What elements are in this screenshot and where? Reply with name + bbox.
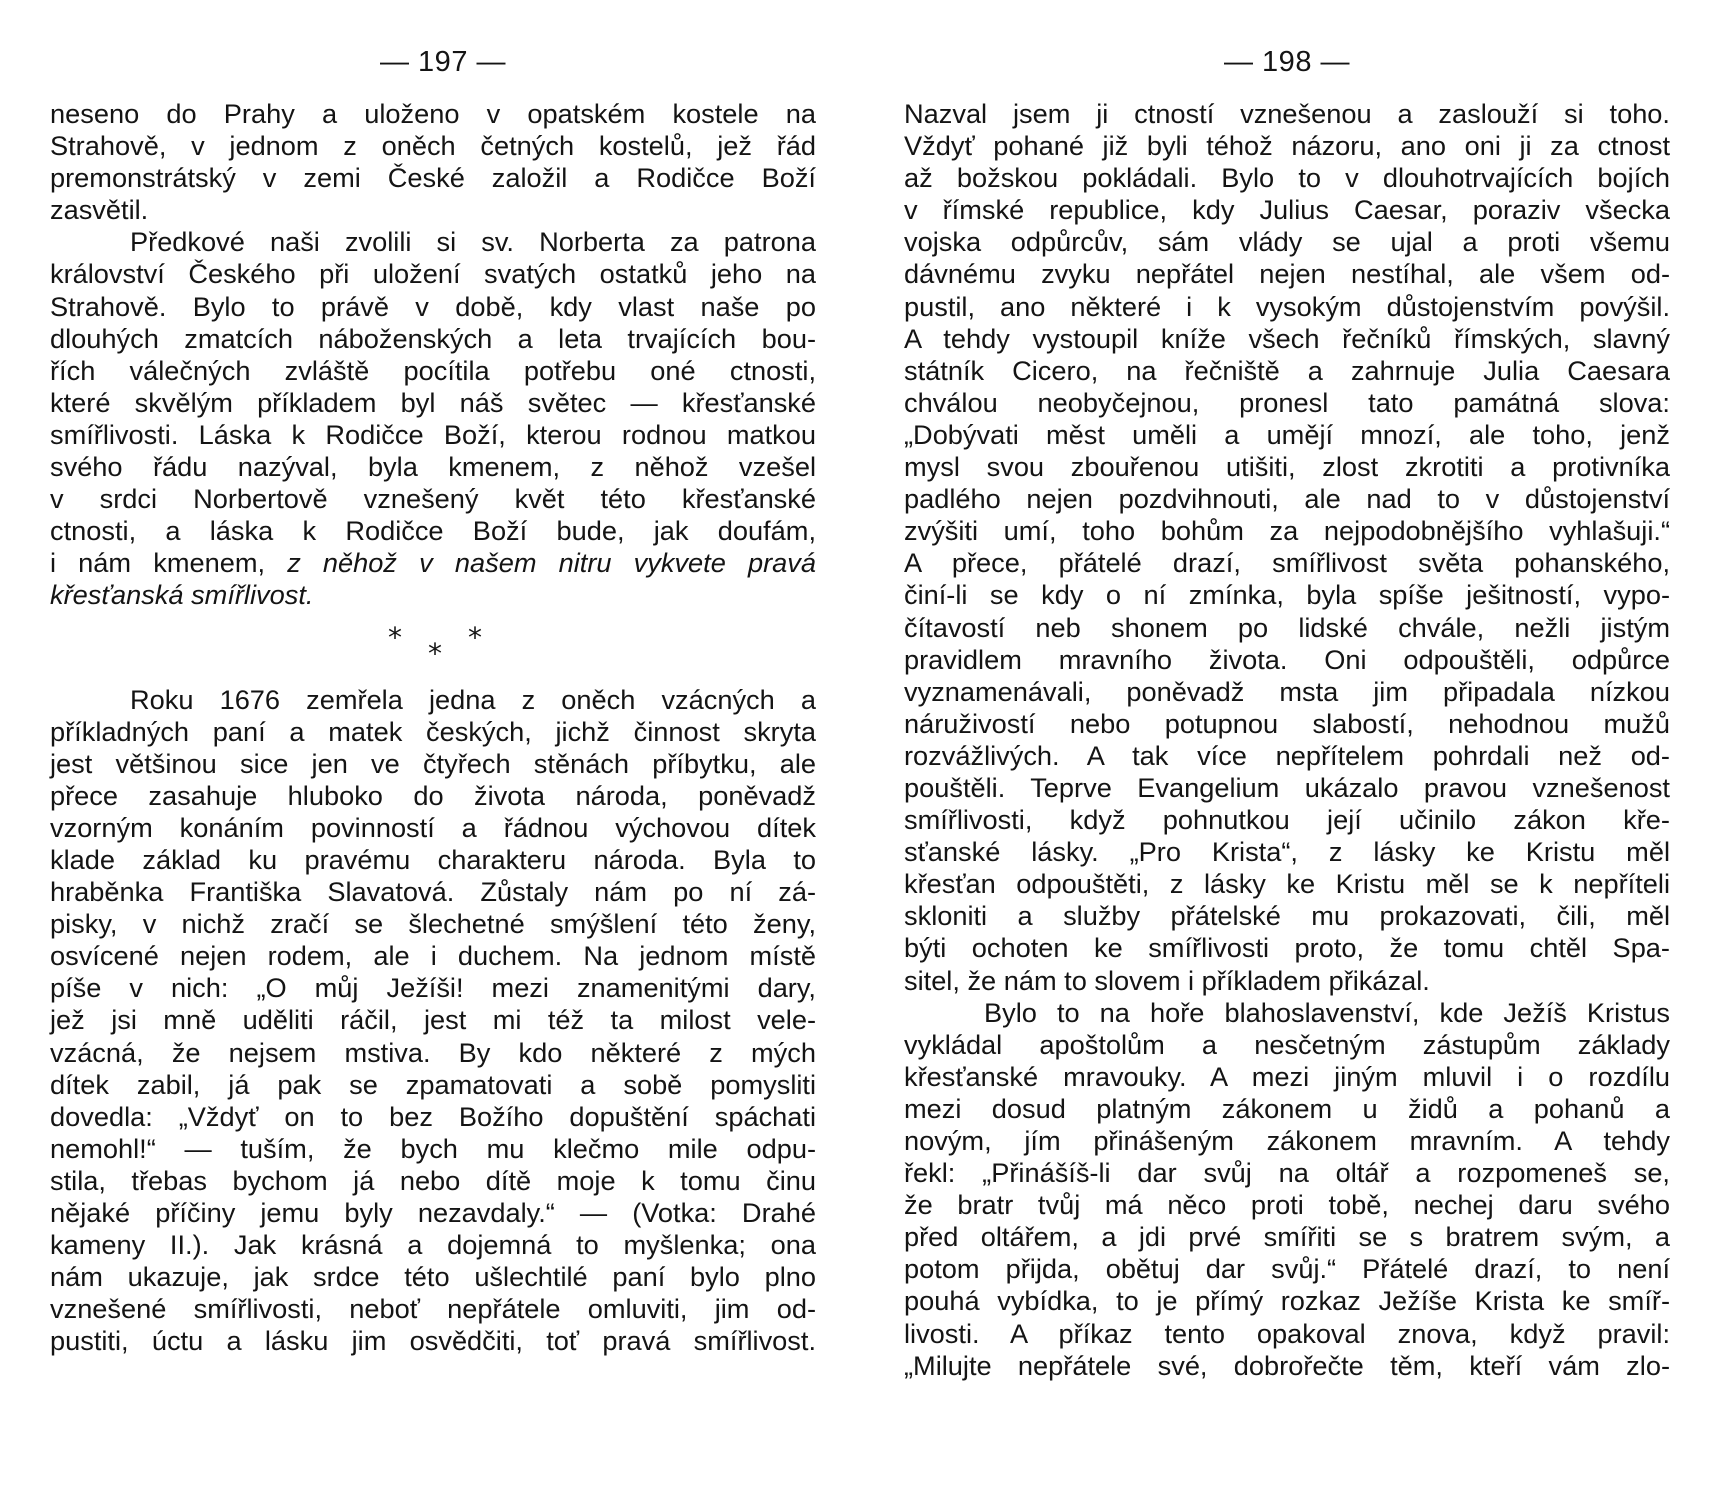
text-line: vznešené smířlivosti, neboť nepřátele omluviti, jim od- xyxy=(50,1293,816,1325)
text-line: až božskou pokládali. Bylo to v dlouhotrvajících bojích xyxy=(904,162,1670,194)
right-page xyxy=(904,42,1670,1382)
text-line: svého řádu nazýval, byla kmenem, z něhož vzešel xyxy=(50,451,816,483)
text-line: Roku 1676 zemřela jedna z oněch vzácných a xyxy=(130,683,816,715)
text-line: stila, třebas bychom já nebo dítě moje k tomu činu xyxy=(50,1164,816,1196)
text-line: křesťanské mravouky. A mezi jiným mluvil i o rozdílu xyxy=(904,1060,1670,1092)
text-line: pouštěli. Teprve Evangelium ukázalo pravou vznešenost xyxy=(904,771,1670,803)
italic-text: z něhož v našem nitru vykvete pravá xyxy=(287,547,816,579)
text-line: zvýšiti umí, toho bohům za nejpodobnějšího vyhlašuji.“ xyxy=(904,515,1670,547)
text-line: vzácná, že nejsem mstiva. By kdo některé z mých xyxy=(50,1036,816,1068)
paragraph xyxy=(904,997,1670,1382)
text-line: v římské republice, kdy Julius Caesar, poraziv všecka xyxy=(904,194,1670,226)
text-line: které skvělým příkladem byl náš světec — křesťanské xyxy=(50,386,816,418)
text-line: Strahově, v jednom z oněch četných kostelů, jež řád xyxy=(50,130,816,162)
text-line: sitel, že nám to slovem i příkladem přikázal. xyxy=(904,964,1430,996)
text-line: nemohl!“ — tuším, že bych mu klečmo mile odpu- xyxy=(50,1132,816,1164)
text-line: přece zasahuje hluboko do života národa, poněvadž xyxy=(50,779,816,811)
text-line: dítek zabil, já pak se zpamatovati a sobě pomysliti xyxy=(50,1068,816,1100)
text-line: pisky, v nichž zračí se šlechetné smýšlení této ženy, xyxy=(50,908,816,940)
text-line xyxy=(50,547,816,579)
text-line: vyznamenávali, poněvadž msta jim připadala nízkou xyxy=(904,675,1670,707)
text-line: jež jsi mně uděliti ráčil, jest mi též ta milost vele- xyxy=(50,1004,816,1036)
text-line: sťanské lásky. „Pro Krista“, z lásky ke Kristu měl xyxy=(904,836,1670,868)
text-line: skloniti a služby přátelské mu prokazovati, čili, měl xyxy=(904,900,1670,932)
text-line: pustil, ano některé i k vysokým důstojenstvím povýšil. xyxy=(904,290,1670,322)
text-line: před oltářem, a jdi prvé smířiti se s bratrem svým, a xyxy=(904,1221,1670,1253)
text-line: potom přijda, obětuj dar svůj.“ Přátelé drazí, to není xyxy=(904,1253,1670,1285)
text-line: Předkové naši zvolili si sv. Norberta za patrona xyxy=(130,226,816,258)
text-line: smířlivosti, když pohnutkou její učinilo zákon kře- xyxy=(904,804,1670,836)
text-line: osvícené nejen rodem, ale i duchem. Na jednom místě xyxy=(50,940,816,972)
section-separator xyxy=(50,612,816,684)
text-line: řích válečných zvláště pocítila potřebu oné ctnosti, xyxy=(50,354,816,386)
text-line: „Milujte nepřátele své, dobrořečte těm, kteří vám zlo- xyxy=(904,1349,1670,1381)
text-line: rozvážlivých. A tak více nepřítelem pohrdali než od- xyxy=(904,739,1670,771)
text-line: Nazval jsem ji ctností vznešenou a zaslouží si toho. xyxy=(904,98,1670,129)
paragraph xyxy=(50,684,816,1358)
text-line: livosti. A příkaz tento opakoval znova, když pravil: xyxy=(904,1317,1670,1349)
text-line: neseno do Prahy a uloženo v opatském kostele na xyxy=(50,98,816,129)
text-line: novým, jím přinášeným zákonem mravním. A tehdy xyxy=(904,1125,1670,1156)
text-line: nějaké příčiny jemu byly nezavdaly.“ — (Votka: Drahé xyxy=(50,1197,816,1228)
text-line: píše v nich: „O můj Ježíši! mezi znamenitými dary, xyxy=(50,972,816,1004)
text-line: pravidlem mravního života. Oni odpouštěli, odpůrce xyxy=(904,643,1670,675)
text-line: býti ochoten ke smířlivosti proto, že tomu chtěl Spa- xyxy=(904,932,1670,964)
text-line: jest většinou sice jen ve čtyřech stěnách příbytku, ale xyxy=(50,747,816,779)
text-line: A tehdy vystoupil kníže všech řečníků římských, slavný xyxy=(904,322,1670,354)
paragraph xyxy=(50,98,816,226)
italic-text: křesťanská smířlivost. xyxy=(50,579,314,611)
text-line: Bylo to na hoře blahoslavenství, kde Ježíš Kristus xyxy=(984,996,1670,1028)
text-line: padlého nejen pozdvihnouti, ale nad to v důstojenství xyxy=(904,483,1670,515)
left-page xyxy=(50,42,816,1357)
page-number: — 197 — xyxy=(380,46,506,78)
text-line: pustiti, úctu a lásku jim osvědčiti, toť pravá smířlivost. xyxy=(50,1325,816,1357)
text-line: mysl svou zbouřenou utišiti, zlost zkrotiti a protivníka xyxy=(904,451,1670,483)
text-line: zasvětil. xyxy=(50,194,149,226)
plain-text: i nám kmenem, xyxy=(50,547,266,579)
text-line: řekl: „Přinášíš-li dar svůj na oltář a rozpomeneš se, xyxy=(904,1157,1670,1189)
text-line: dlouhých zmatcích náboženských a leta trvajících bou- xyxy=(50,322,816,354)
text-line: chválou neobyčejnou, pronesl tato památná slova: xyxy=(904,386,1670,418)
asterisk: * xyxy=(468,620,482,654)
text-line: království Českého při uložení svatých ostatků jeho na xyxy=(50,258,816,290)
text-line: ctnosti, a láska k Rodičce Boží bude, jak doufám, xyxy=(50,515,816,547)
text-line: kameny II.). Jak krásná a dojemná to myšlenka; ona xyxy=(50,1229,816,1261)
page-number: — 198 — xyxy=(1224,46,1350,78)
text-line: nám ukazuje, jak srdce této ušlechtilé paní bylo plno xyxy=(50,1261,816,1293)
text-line: že bratr tvůj má něco proti tobě, nechej daru svého xyxy=(904,1189,1670,1221)
text-line: premonstrátský v zemi České založil a Rodičce Boží xyxy=(50,162,816,194)
asterisk: * xyxy=(388,620,402,654)
text-line: činí-li se kdy o ní zmínka, byla spíše ješitností, vypo- xyxy=(904,579,1670,611)
text-line: mezi dosud platným zákonem u židů a pohanů a xyxy=(904,1092,1670,1124)
text-line: náruživostí nebo potupnou slabostí, nehodnou mužů xyxy=(904,707,1670,739)
text-line: vykládal apoštolům a nesčetným zástupům základy xyxy=(904,1028,1670,1060)
text-line: příkladných paní a matek českých, jichž činnost skryta xyxy=(50,715,816,747)
text-line: čítavostí neb shonem po lidské chvále, nežli jistým xyxy=(904,611,1670,643)
text-line: v srdci Norbertově vznešený květ této křesťanské xyxy=(50,483,816,515)
text-line: „Dobývati měst uměli a umějí mnozí, ale toho, jenž xyxy=(904,418,1670,450)
text-line: smířlivosti. Láska k Rodičce Boží, kterou rodnou matkou xyxy=(50,418,816,450)
text-line xyxy=(50,579,816,611)
text-line: hraběnka Františka Slavatová. Zůstaly nám po ní zá- xyxy=(50,876,816,908)
text-line: pouhá vybídka, to je přímý rozkaz Ježíše Krista ke smíř- xyxy=(904,1285,1670,1317)
text-line: dovedla: „Vždyť on to bez Božího dopuštění spáchati xyxy=(50,1100,816,1132)
asterisk: * xyxy=(428,636,442,670)
text-line: Vždyť pohané již byli téhož názoru, ano oni ji za ctnost xyxy=(904,130,1670,162)
paragraph xyxy=(50,226,816,611)
text-line: A přece, přátelé drazí, smířlivost světa pohanského, xyxy=(904,547,1670,579)
paragraph xyxy=(904,98,1670,997)
text-line: klade základ ku pravému charakteru národa. Byla to xyxy=(50,843,816,875)
text-line: křesťan odpouštěti, z lásky ke Kristu měl se k nepříteli xyxy=(904,868,1670,900)
text-line: vojska odpůrcův, sám vlády se ujal a proti všemu xyxy=(904,226,1670,258)
text-line: Strahově. Bylo to právě v době, kdy vlast naše po xyxy=(50,290,816,322)
text-line: státník Cicero, na řečniště a zahrnuje Julia Caesara xyxy=(904,354,1670,386)
text-line: dávnému zvyku nepřátel nejen nestíhal, ale všem od- xyxy=(904,258,1670,290)
text-line: vzorným konáním povinností a řádnou výchovou dítek xyxy=(50,811,816,843)
